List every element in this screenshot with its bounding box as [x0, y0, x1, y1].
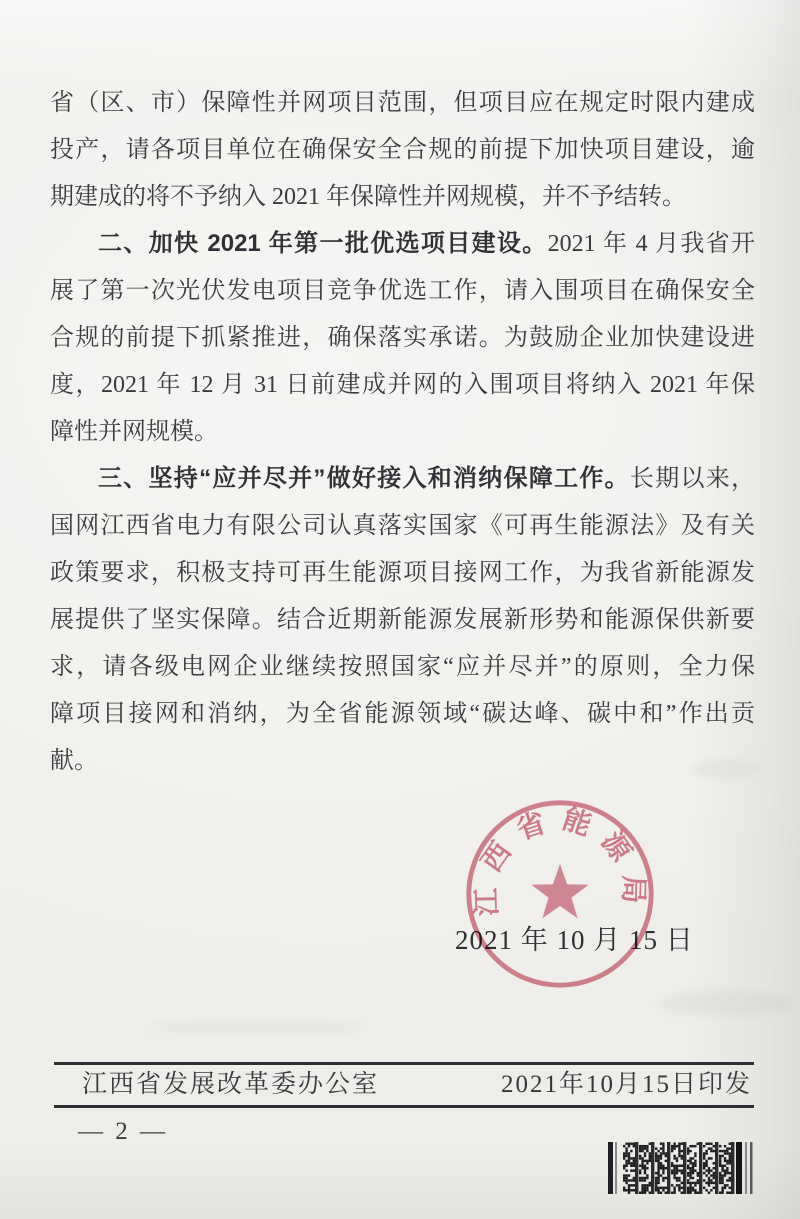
text-line [50, 643, 755, 690]
seal-star-icon [531, 864, 588, 918]
text-line-text: 度，2021 年 12 月 31 日前建成并网的入围项目将纳入 2021 年保 [50, 372, 755, 398]
scan-smudge [150, 1020, 370, 1034]
text-line-text: 省（区、市）保障性并网项目范围，但项目应在规定时限内建成 [50, 90, 755, 116]
footer-print-date: 2021年10月15日印发 [500, 1071, 752, 1098]
text-line [50, 690, 755, 737]
text-line [50, 408, 755, 455]
text-line-text: 合规的前提下抓紧推进，确保落实承诺。为鼓励企业加快建设进 [50, 325, 755, 351]
text-line-text: 投产，请各项目单位在确保安全合规的前提下加快项目建设，逾 [50, 137, 755, 163]
official-seal [463, 797, 657, 991]
text-line-text: 2021 年 4 月我省开 [547, 231, 756, 257]
text-line-text: 长期以来， [629, 466, 755, 492]
text-line-text: 期建成的将不予纳入 2021 年保障性并网规模，并不予结转。 [50, 184, 686, 210]
text-line-text: 求，请各级电网企业继续按照国家“应并尽并”的原则，全力保 [50, 654, 755, 680]
text-line-text: 政策要求，积极支持可再生能源项目接网工作，为我省新能源发 [50, 560, 755, 586]
text-line [50, 267, 755, 314]
footer-issuer: 江西省发展改革委办公室 [82, 1071, 380, 1098]
text-line [50, 737, 755, 784]
text-line-section-heading [50, 455, 755, 502]
text-line [50, 314, 755, 361]
text-line [50, 549, 755, 596]
document-body [50, 79, 755, 784]
seal-text: 江西省能源局 [470, 803, 650, 917]
text-line-text: 展了第一次光伏发电项目竞争优选工作，请入围项目在确保安全 [50, 278, 755, 304]
section-heading-2: 二、加快 2021 年第一批优选项目建设。 [98, 230, 548, 257]
footer-rule-bottom [54, 1105, 754, 1108]
section-heading-3: 三、坚持“应并尽并”做好接入和消纳保障工作。 [98, 465, 630, 492]
text-line [50, 79, 755, 126]
text-line-text: 障项目接网和消纳，为全省能源领域“碳达峰、碳中和”作出贡 [50, 701, 755, 727]
page-number: — 2 — [78, 1118, 168, 1145]
text-line-text: 献。 [50, 748, 98, 774]
text-line-text: 障性并网规模。 [50, 419, 218, 445]
footer-rule-top [54, 1062, 754, 1065]
text-line [50, 596, 755, 643]
text-line [50, 361, 755, 408]
text-line-text: 国网江西省电力有限公司认真落实国家《可再生能源法》及有关 [50, 513, 755, 539]
issue-date: 2021 年 10 月 15 日 [455, 925, 694, 955]
document-barcode [608, 1141, 763, 1195]
text-line-text: 展提供了坚实保障。结合近期新能源发展新形势和能源保供新要 [50, 607, 755, 633]
text-line [50, 126, 755, 173]
text-line [50, 173, 755, 220]
text-line-section-heading [50, 220, 755, 267]
scan-smudge [660, 990, 790, 1016]
text-line [50, 502, 755, 549]
